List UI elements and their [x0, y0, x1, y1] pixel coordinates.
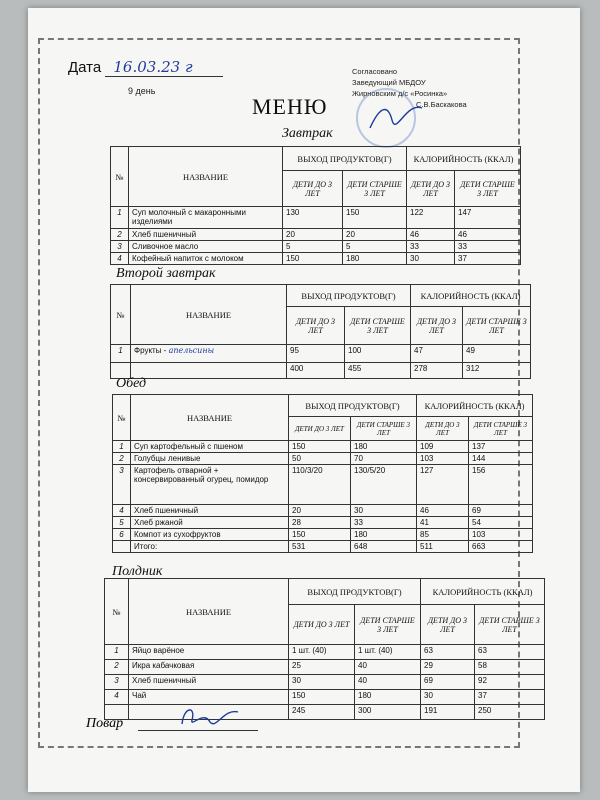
cell-c1: 191 [421, 705, 475, 720]
cell-c1: 511 [417, 541, 469, 553]
col-cal-under3: ДЕТИ ДО 3 ЛЕТ [417, 417, 469, 441]
table-row [105, 675, 545, 690]
cell-c2: 58 [475, 660, 545, 675]
cell-c2: 37 [455, 253, 521, 265]
cell-o2: 40 [355, 660, 421, 675]
cell-name: Картофель отварной + консервированный огурец, помидор [131, 465, 289, 505]
cell-o2: 130/5/20 [351, 465, 417, 505]
cell-name: Чай [129, 690, 289, 705]
cell-o1: 20 [283, 229, 343, 241]
cell-name: Икра кабачковая [129, 660, 289, 675]
cell-o2: 20 [343, 229, 407, 241]
cell-o2: 180 [351, 529, 417, 541]
cell-c2: 46 [455, 229, 521, 241]
cell-o1: 95 [287, 345, 345, 363]
col-calories: КАЛОРИЙНОСТЬ (ККАЛ) [411, 285, 531, 307]
cell-o1: 150 [289, 529, 351, 541]
cell-num: 4 [113, 505, 131, 517]
col-output-under3: ДЕТИ ДО 3 ЛЕТ [289, 605, 355, 645]
col-cal-under3: ДЕТИ ДО 3 ЛЕТ [407, 171, 455, 207]
section-title-second-breakfast: Второй завтрак [116, 266, 216, 281]
cell-o1: 25 [289, 660, 355, 675]
cell-o2: 70 [351, 453, 417, 465]
approval-line: Жирновским д/с «Росинка» [352, 89, 448, 98]
cell-num: 1 [111, 207, 129, 229]
section-title-snack: Полдник [112, 564, 163, 579]
cell-c2: 92 [475, 675, 545, 690]
col-name: НАЗВАНИЕ [129, 147, 283, 207]
cell-c1: 103 [417, 453, 469, 465]
page-title: МЕНЮ [252, 94, 328, 119]
cell-num [113, 541, 131, 553]
cell-o1: 150 [283, 253, 343, 265]
cell-c1: 33 [407, 241, 455, 253]
cell-c2: 147 [455, 207, 521, 229]
cell-name: Хлеб ржаной [131, 517, 289, 529]
cell-c2: 144 [469, 453, 533, 465]
cell-o2: 300 [355, 705, 421, 720]
table-second-breakfast [110, 284, 531, 379]
col-cal-over3: ДЕТИ СТАРШЕ 3 ЛЕТ [475, 605, 545, 645]
cell-num: 3 [105, 675, 129, 690]
cell-o2: 180 [343, 253, 407, 265]
section-title-breakfast: Завтрак [282, 126, 333, 141]
cell-name: Хлеб пшеничный [131, 505, 289, 517]
cell-o1: 531 [289, 541, 351, 553]
cell-num: 1 [105, 645, 129, 660]
col-output-over3: ДЕТИ СТАРШЕ 3 ЛЕТ [345, 307, 411, 345]
col-name: НАЗВАНИЕ [129, 579, 289, 645]
cell-o2: 1 шт. (40) [355, 645, 421, 660]
approval-line: Согласовано [352, 67, 398, 76]
col-calories: КАЛОРИЙНОСТЬ (ККАЛ) [421, 579, 545, 605]
table-lunch [112, 394, 533, 553]
cell-o2: 455 [345, 363, 411, 379]
table-row [111, 253, 521, 265]
table-row [113, 517, 533, 529]
cell-c1: 46 [417, 505, 469, 517]
cell-c2: 137 [469, 441, 533, 453]
col-output: ВЫХОД ПРОДУКТОВ(Г) [289, 395, 417, 417]
cell-num: 1 [111, 345, 131, 363]
cook-signature-icon [176, 700, 246, 732]
cell-c2: 250 [475, 705, 545, 720]
table-row [105, 660, 545, 675]
cell-o1: 5 [283, 241, 343, 253]
cell-o1: 150 [289, 690, 355, 705]
cell-c1: 41 [417, 517, 469, 529]
table-row [111, 345, 531, 363]
cell-o2: 180 [351, 441, 417, 453]
cell-c2: 69 [469, 505, 533, 517]
cell-c2: 33 [455, 241, 521, 253]
col-name: НАЗВАНИЕ [131, 395, 289, 441]
cell-num: 2 [105, 660, 129, 675]
cell-c2: 663 [469, 541, 533, 553]
cell-o2: 100 [345, 345, 411, 363]
cell-num: 2 [111, 229, 129, 241]
cell-o2: 648 [351, 541, 417, 553]
cell-name: Итого: [131, 541, 289, 553]
cell-o2: 30 [351, 505, 417, 517]
col-output-under3: ДЕТИ ДО 3 ЛЕТ [283, 171, 343, 207]
cell-o1: 400 [287, 363, 345, 379]
cell-c2: 156 [469, 465, 533, 505]
col-num: № [105, 579, 129, 645]
col-output: ВЫХОД ПРОДУКТОВ(Г) [289, 579, 421, 605]
col-calories: КАЛОРИЙНОСТЬ (ККАЛ) [417, 395, 533, 417]
table-row [113, 505, 533, 517]
table-row [111, 229, 521, 241]
table-row [113, 441, 533, 453]
table-row-total [105, 705, 545, 720]
cell-num: 3 [111, 241, 129, 253]
cell-c2: 312 [463, 363, 531, 379]
cell-c2: 49 [463, 345, 531, 363]
cell-name: Яйцо варёное [129, 645, 289, 660]
col-cal-under3: ДЕТИ ДО 3 ЛЕТ [421, 605, 475, 645]
cell-c2: 63 [475, 645, 545, 660]
cell-name [131, 345, 287, 363]
cell-name: Кофейный напиток с молоком [129, 253, 283, 265]
cell-num: 5 [113, 517, 131, 529]
cell-c1: 30 [421, 690, 475, 705]
table-row [113, 465, 533, 505]
cell-num: 1 [113, 441, 131, 453]
cell-num: 3 [113, 465, 131, 505]
cell-o2: 150 [343, 207, 407, 229]
table-row [105, 645, 545, 660]
cell-c2: 103 [469, 529, 533, 541]
table-snack [104, 578, 545, 720]
col-name: НАЗВАНИЕ [131, 285, 287, 345]
cell-name: Хлеб пшеничный [129, 229, 283, 241]
cell-name: Суп картофельный с пшеном [131, 441, 289, 453]
cell-c1: 85 [417, 529, 469, 541]
table-row-total [111, 363, 531, 379]
col-cal-over3: ДЕТИ СТАРШЕ 3 ЛЕТ [469, 417, 533, 441]
table-breakfast [110, 146, 521, 265]
cell-o1: 20 [289, 505, 351, 517]
table-row [105, 690, 545, 705]
signature-icon [366, 98, 426, 134]
cell-o2: 40 [355, 675, 421, 690]
cell-c1: 109 [417, 441, 469, 453]
cell-c1: 46 [407, 229, 455, 241]
col-cal-under3: ДЕТИ ДО 3 ЛЕТ [411, 307, 463, 345]
col-output-over3: ДЕТИ СТАРШЕ 3 ЛЕТ [355, 605, 421, 645]
cell-name [131, 363, 287, 379]
cell-c1: 278 [411, 363, 463, 379]
cell-name-text: Фрукты - [134, 346, 167, 355]
day-number: 9 день [128, 86, 156, 96]
cell-c1: 69 [421, 675, 475, 690]
col-calories: КАЛОРИЙНОСТЬ (ККАЛ) [407, 147, 521, 171]
date-row [68, 58, 223, 77]
cell-c1: 63 [421, 645, 475, 660]
cell-name: Сливочное масло [129, 241, 283, 253]
cell-o2: 33 [351, 517, 417, 529]
date-value: 16.03.23 г [105, 58, 223, 77]
cell-o1: 130 [283, 207, 343, 229]
col-cal-over3: ДЕТИ СТАРШЕ 3 ЛЕТ [455, 171, 521, 207]
cell-c1: 127 [417, 465, 469, 505]
col-output-over3: ДЕТИ СТАРШЕ 3 ЛЕТ [343, 171, 407, 207]
cell-num: 4 [111, 253, 129, 265]
cell-name: Компот из сухофруктов [131, 529, 289, 541]
cook-label: Повар [86, 716, 124, 731]
cell-num: 6 [113, 529, 131, 541]
cell-o1: 30 [289, 675, 355, 690]
cell-name-handwritten: апельсины [168, 346, 215, 355]
col-num: № [113, 395, 131, 441]
section-title-lunch: Обед [116, 376, 147, 391]
col-num: № [111, 147, 129, 207]
table-row [113, 453, 533, 465]
cell-c2: 37 [475, 690, 545, 705]
table-row [111, 207, 521, 229]
cell-o1: 150 [289, 441, 351, 453]
col-output-under3: ДЕТИ ДО 3 ЛЕТ [287, 307, 345, 345]
cell-o1: 245 [289, 705, 355, 720]
cell-o1: 110/3/20 [289, 465, 351, 505]
col-cal-over3: ДЕТИ СТАРШЕ 3 ЛЕТ [463, 307, 531, 345]
date-label: Дата [68, 59, 102, 76]
cell-name: Голубцы ленивые [131, 453, 289, 465]
col-output-over3: ДЕТИ СТАРШЕ 3 ЛЕТ [351, 417, 417, 441]
cell-c1: 30 [407, 253, 455, 265]
cell-name: Суп молочный с макаронными изделиями [129, 207, 283, 229]
col-output: ВЫХОД ПРОДУКТОВ(Г) [287, 285, 411, 307]
col-output-under3: ДЕТИ ДО 3 ЛЕТ [289, 417, 351, 441]
cell-o2: 180 [355, 690, 421, 705]
approval-line: Заведующий МБДОУ [352, 78, 426, 87]
cell-c2: 54 [469, 517, 533, 529]
cell-num: 2 [113, 453, 131, 465]
cell-o1: 50 [289, 453, 351, 465]
cell-c1: 29 [421, 660, 475, 675]
col-output: ВЫХОД ПРОДУКТОВ(Г) [283, 147, 407, 171]
table-row [111, 241, 521, 253]
cell-num: 4 [105, 690, 129, 705]
table-row [113, 529, 533, 541]
approval-line: С.В.Баскакова [416, 100, 467, 109]
table-row-total [113, 541, 533, 553]
col-num: № [111, 285, 131, 345]
cell-name: Хлеб пшеничный [129, 675, 289, 690]
cell-o1: 28 [289, 517, 351, 529]
cell-c1: 47 [411, 345, 463, 363]
cell-c1: 122 [407, 207, 455, 229]
cell-o2: 5 [343, 241, 407, 253]
cell-o1: 1 шт. (40) [289, 645, 355, 660]
